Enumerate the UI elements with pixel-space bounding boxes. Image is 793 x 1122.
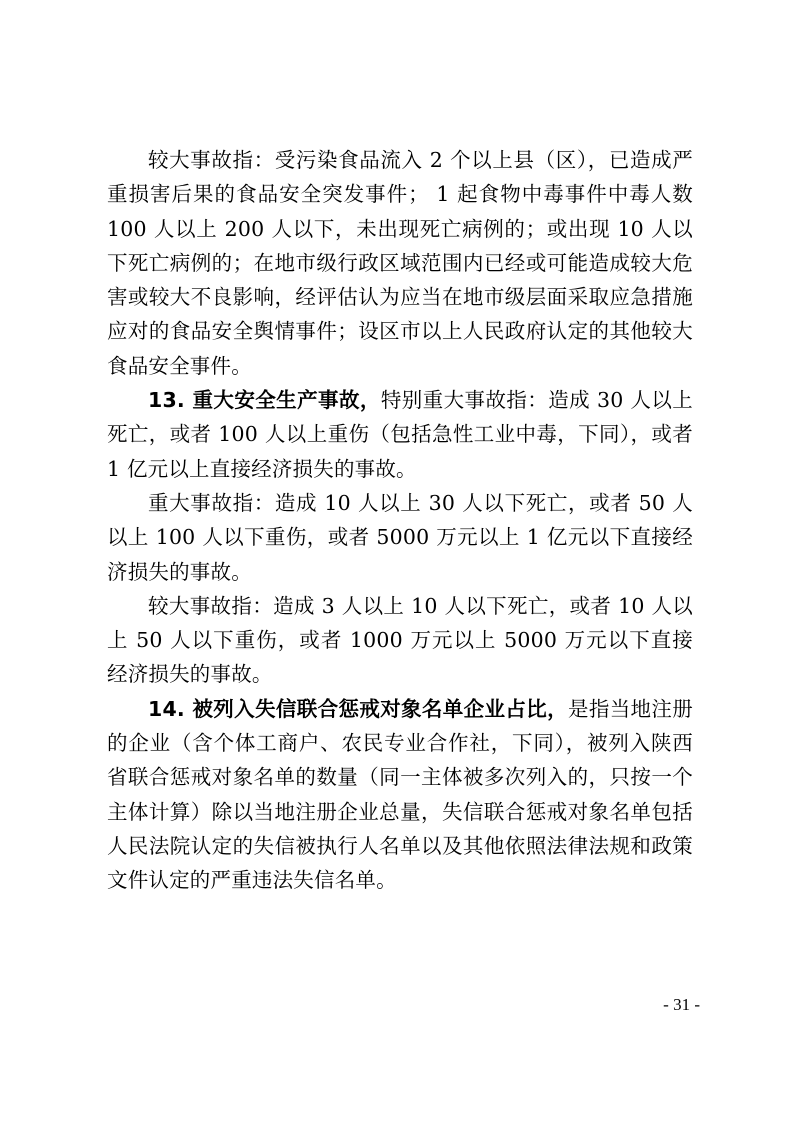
paragraph-credit-blacklist-ratio bbox=[107, 692, 693, 898]
document-body bbox=[107, 143, 693, 898]
paragraph-serious-accident bbox=[107, 486, 693, 589]
paragraph-major-food-safety-accident bbox=[107, 143, 693, 383]
paragraph-larger-accident bbox=[107, 589, 693, 692]
paragraph-text: 特别重大事故指：造成 30 人以上死亡，或者 100 人以上重伤（包括急性工业中毒，下同），或者 1 亿元以上直接经济损失的事故。 bbox=[107, 388, 693, 481]
paragraph-text: 较大事故指：受污染食品流入 2 个以上县（区），已造成严重损害后果的食品安全突发事件； 1 起食物中毒事件中毒人数 100 人以上 200 人以下，未出现死亡病例的；或出现 10 人以下死亡病例的；在地市级行政区域范围内已经或可能造成较大危害或较大不良影响，经评估认为应当在地市级层面采取应急措施应对的食品安全舆情事件；设区市以上人民政府认定的其他较大食品安全事件。 bbox=[107, 148, 693, 378]
paragraph-text: 重大事故指：造成 10 人以上 30 人以下死亡，或者 50 人以上 100 人以下重伤，或者 5000 万元以上 1 亿元以下直接经济损失的事故。 bbox=[107, 490, 693, 584]
paragraph-lead: 13. 重大安全生产事故， bbox=[148, 388, 381, 413]
paragraph-lead: 14. 被列入失信联合惩戒对象名单企业占比， bbox=[148, 696, 568, 721]
paragraph-work-safety-accident bbox=[107, 383, 693, 486]
paragraph-text: 是指当地注册的企业（含个体工商户、农民专业合作社，下同），被列入陕西省联合惩戒对象名单的数量（同一主体被多次列入的，只按一个主体计算）除以当地注册企业总量，失信联合惩戒对象名单包括人民法院认定的失信被执行人名单以及其他依照法律法规和政策文件认定的严重违法失信名单。 bbox=[107, 696, 693, 893]
paragraph-text: 较大事故指：造成 3 人以上 10 人以下死亡，或者 10 人以上 50 人以下重伤，或者 1000 万元以上 5000 万元以下直接经济损失的事故。 bbox=[107, 593, 693, 687]
page-number: - 31 - bbox=[663, 995, 700, 1014]
